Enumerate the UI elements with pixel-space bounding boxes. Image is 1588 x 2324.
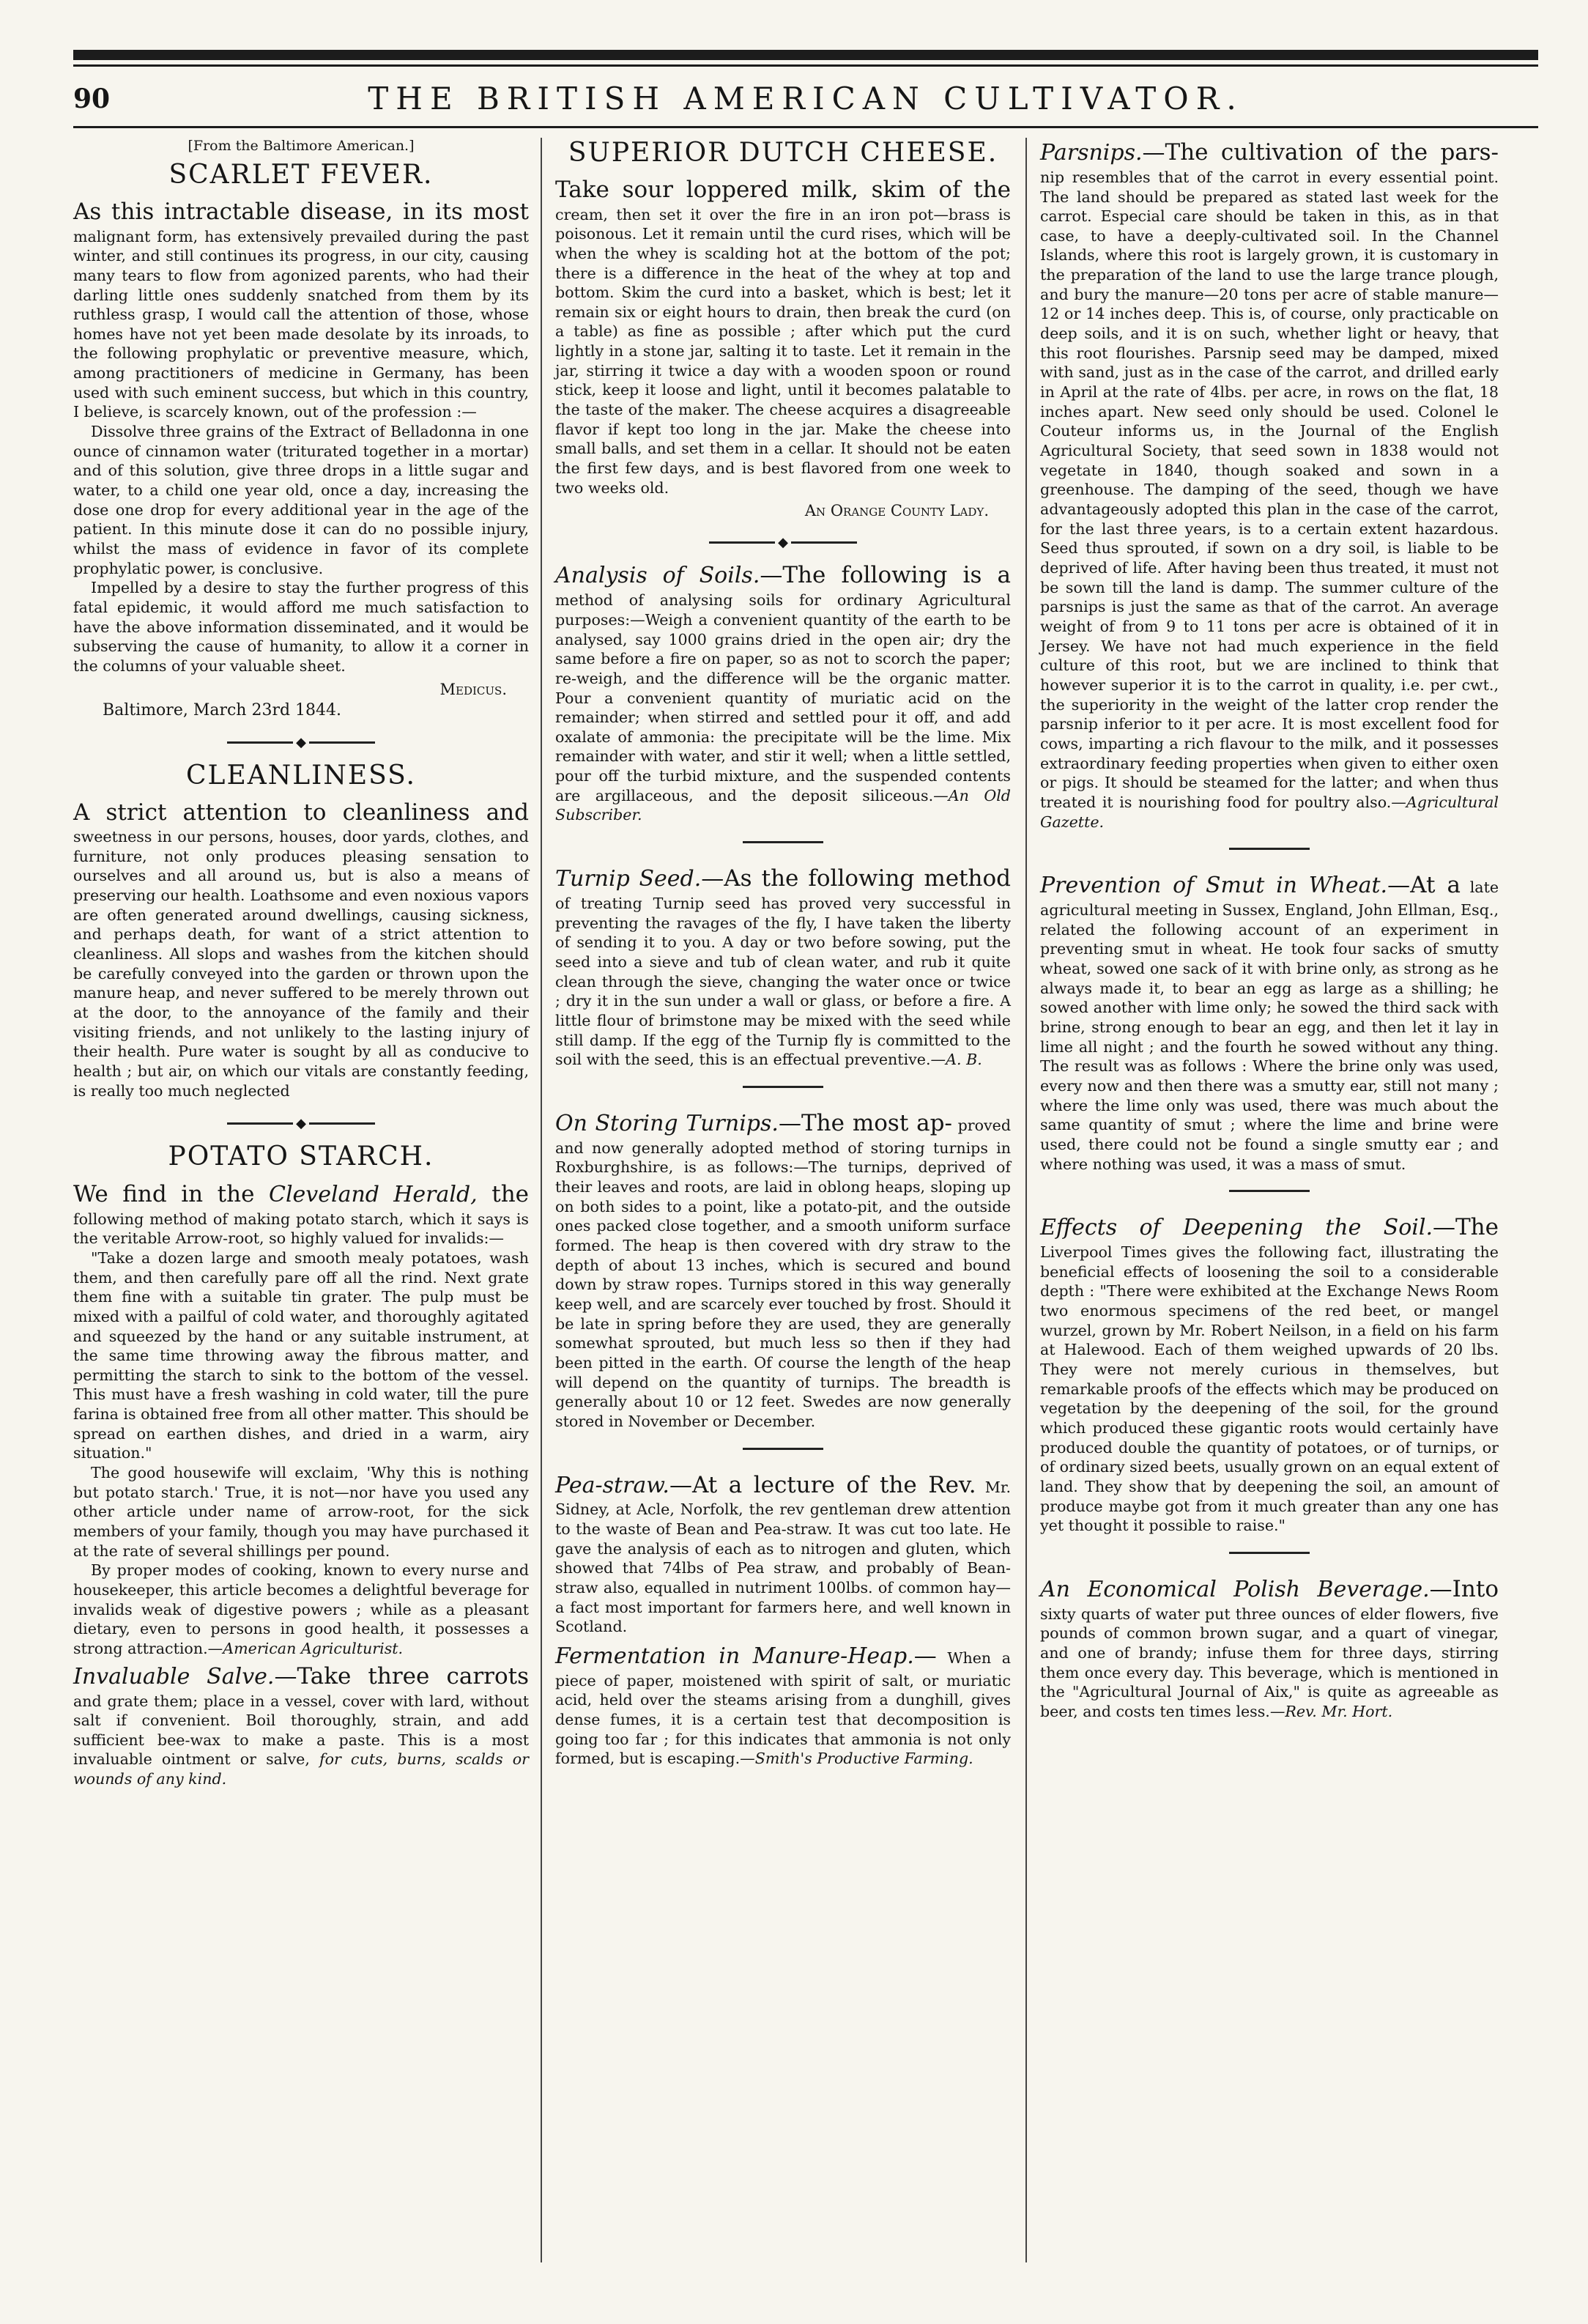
article-heading: Effects of Deepening the Soil.: [1040, 1215, 1433, 1241]
article-paragraph: Impelled by a desire to stay the further progress of this fatal epidemic, it would afford me much satisfaction to have the above information disseminated, and it would be subserving the cause of humanity, to allow it a corner in the columns of your valuable sheet.: [73, 579, 529, 675]
lead-line: —The following is a: [760, 562, 1011, 589]
article-heading: Invaluable Salve.: [73, 1663, 275, 1690]
ornament-divider: ◆: [73, 1114, 529, 1131]
article-heading: Parsnips.: [1040, 140, 1143, 166]
lead-line: —The: [1433, 1214, 1499, 1241]
attribution: —An Old Subscriber.: [555, 786, 1011, 824]
article-paragraph: [555, 175, 1011, 497]
section-divider: [743, 1448, 823, 1450]
paragraph-tail: for cuts, burns, scalds or wounds of any kind.: [73, 1750, 529, 1788]
article-storing-turnips: [555, 1109, 1011, 1432]
column-3: [1040, 138, 1499, 1722]
article-paragraph: [73, 1180, 529, 1248]
running-title: THE BRITISH AMERICAN CULTIVATOR.: [368, 81, 1244, 116]
dateline: Baltimore, March 23rd 1844.: [103, 700, 342, 719]
column-rule-1: [541, 138, 542, 2262]
paragraph-text: method of analysing soils for ordinary Agricultural purposes:—Weigh a convenient quantity of the earth to be analysed, say 1000 grains dried in the open air; dry the same before a fire on paper, so as not to scorch the paper; re-weigh, and the difference will be the organic matter. Pour a convenient quantity of muriatic acid on the remainder; when stirred and settled pour it off, and add oxalate of ammonia: the precipitate will be the lime. Mix remainder with water, and stir it well; when a little settled, pour off the turbid mixture, and the suspended contents are argillaceous, and the deposit siliceous.: [555, 591, 1011, 804]
section-divider: [1229, 1190, 1310, 1192]
lead-line: —As the following method: [701, 865, 1011, 892]
article-paragraph: [555, 560, 1011, 825]
article-paragraph: [73, 1662, 529, 1789]
article-analysis-of-soils: [555, 560, 1011, 825]
attribution: —American Agriculturist.: [207, 1640, 404, 1658]
column-1: [73, 138, 529, 1789]
paragraph-text: malignant form, has extensively prevailed during the past winter, and still continues its progress, in our city, causing many tears to flow from agonized parents, who had their darling little ones suddenly snatched from them by its ruthless grasp, I would call the attention of those, whose homes have not yet been made desolate by its inroads, to the following prophylatic or preventive measure, which, among practitioners of medicine in Germany, has been used with such eminent success, but which in this country, I believe, is scarcely known, out of the profession :—: [73, 227, 529, 421]
article-paragraph: [1040, 870, 1499, 1174]
paragraph-text: and grate them; place in a vessel, cover with lard, without salt if convenient. Boil thoroughly, strain, and add sufficient bee-wax to make a paste. This is a most invaluable ointment or salve,: [73, 1692, 529, 1769]
lead-line: Take sour loppered milk, skim of the: [555, 177, 1011, 204]
article-title: CLEANLINESS.: [186, 760, 416, 791]
paragraph-text: By proper modes of cooking, known to every nurse and housekeeper, this article becomes a delightful beverage for invalids weak of digestive powers ; while as a pleasant dietary, even to persons in good health, it possesses a strong attraction.: [73, 1561, 529, 1658]
paragraph-text: When a piece of paper, moistened with spirit of salt, or muriatic acid, held over the steams arising from a dunghill, gives dense fumes, it is a certain test that decomposition is going too far ; for this indicates that ammonia is not only formed, but is escaping.: [555, 1648, 1012, 1768]
article-paragraph: [555, 864, 1011, 1070]
paragraph-text: sixty quarts of water put three ounces of elder flowers, five pounds of common brown sugar, and a quart of vinegar, and one of brandy; infuse them for three days, stirring them once every day. This beverage, which is mentioned in the "Agricultural Journal of Aix," is quite as agreeable as beer, and costs ten times less.: [1040, 1605, 1499, 1720]
article-paragraph: [73, 1561, 529, 1658]
article-fermentation: [555, 1641, 1011, 1769]
article-turnip-seed: [555, 864, 1011, 1070]
article-parsnips: [1040, 138, 1499, 832]
paragraph-text: sweetness in our persons, houses, door yards, clothes, and furniture, not only produces pleasing sensation to ourselves and all around us, but is also a means of preserving our health. Loathsome and even noxious vapors are often generated around dwellings, causing sickness, and perhaps death, for want of a strict attention to cleanliness. All slops and washes from the kitchen should be carefully conveyed into the garden or thrown upon the manure heap, and never suffered to be merely thrown out at the door, to the annoyance of the family and their visiting friends, and not unlikely to the lasting injury of their health. Pure water is sought by all as conducive to health ; but air, on which our vitals are constantly feeding, is really too much neglected: [73, 828, 529, 1100]
article-title: POTATO STARCH.: [168, 1141, 434, 1172]
attribution: —Rev. Mr. Hort.: [1269, 1703, 1393, 1720]
article-title: SCARLET FEVER.: [168, 160, 434, 190]
article-heading: An Economical Polish Beverage.: [1040, 1576, 1430, 1602]
paragraph-text: late agricultural meeting in Sussex, England, John Ellman, Esq., related the following account of an experiment in preventing smut in wheat. He took four sacks of smutty wheat, sowed one sack of it with brine only, as strong as he always made it, to bear an egg as large as a shilling; he sowed another with lime only; he sowed the third sack with brine, strong enough to bear an egg, and then let it lay in lime all night ; and the fourth he sowed without any thing. The result was as follows : Where the brine only was used, every now and then there was a smutty ear, still not many ; where the lime only was used, there was much about the same quantity of smut ; where the lime and brine were used, there could not be found a single smutty ear ; and where nothing was used, it was a mass of smut.: [1040, 878, 1499, 1173]
article-paragraph: Dissolve three grains of the Extract of Belladonna in one ounce of cinnamon water (triturated together in a mortar) and of this solution, give three drops in a little sugar and water, to a child one year old, once a day, increasing the dose one drop for every additional year in the age of the patient. In this minute dose it can do no possible injury, whilst the mass of evidence in favor of its complete prophylatic power, is conclusive.: [73, 423, 529, 577]
lead-line: —Take three carrots: [274, 1662, 529, 1690]
article-scarlet-fever: [73, 138, 529, 719]
section-divider: [1229, 848, 1310, 850]
paragraph-text: Mr. Sidney, at Acle, Norfolk, the rev gentleman drew attention to the waste of Bean and Pea-straw. It was cut too late. He gave the analysis of each as to nitrogen and gluten, which showed that 74lbs of Pea straw, and probably of Bean-straw also, equalled in nutriment 100lbs. of common hay—a fact most important for farmers here, and well known in Scotland.: [555, 1478, 1011, 1636]
article-paragraph: The good housewife will exclaim, 'Why this is nothing but potato starch.' True, it is not—nor have you used any other article under name of arrow-root, for the sick members of your family, though you may have purchased it at the rate of several shillings per pound.: [73, 1464, 529, 1560]
attribution: —Agricultural Gazette.: [1040, 793, 1499, 831]
paragraph-text: following method of making potato starch, which it says is the veritable Arrow-root, so highly valued for invalids:—: [73, 1210, 529, 1248]
article-pea-straw: [555, 1470, 1011, 1637]
masthead: [73, 79, 1538, 123]
lead-line: We find in the: [73, 1180, 269, 1207]
lead-line-end: the: [477, 1180, 530, 1207]
attribution: —A. B.: [930, 1051, 982, 1069]
column-2: [555, 138, 1011, 1769]
article-paragraph: [1040, 1574, 1499, 1722]
section-divider: [743, 1086, 823, 1088]
top-thick-rule: [73, 50, 1538, 60]
article-paragraph: [555, 1109, 1011, 1432]
article-source: [From the Baltimore American.]: [188, 138, 415, 154]
article-cleanliness: [73, 761, 529, 1101]
top-thin-rule: [73, 64, 1538, 67]
article-invaluable-salve: [73, 1662, 529, 1789]
article-heading: Analysis of Soils.: [555, 563, 760, 589]
masthead-rule: [73, 126, 1538, 128]
lead-line: —: [913, 1642, 937, 1669]
article-paragraph: [1040, 1213, 1499, 1536]
article-paragraph: [73, 197, 529, 422]
article-paragraph: [73, 798, 529, 1100]
article-heading: Prevention of Smut in Wheat.: [1040, 873, 1388, 899]
signature: Medicus.: [439, 680, 507, 698]
article-dutch-cheese: [555, 138, 1011, 519]
article-potato-starch: [73, 1141, 529, 1658]
article-deepening-soil: [1040, 1213, 1499, 1536]
paragraph-text: proved and now generally adopted method of storing turnips in Roxburghshire, is as follows:—The turnips, deprived of their leaves and roots, are laid in oblong heaps, sloping up on both sides to a point, like a potato-pit, and the outside ones packed close together, and a smooth uniform surface formed. The heap is then covered with dry straw to the depth of about 13 inches, which is secured and bound down by straw ropes. Turnips stored in this way generally keep well, and are scarcely ever touched by frost. Should it be late in spring before they are used, they are generally somewhat sprouted, but much less so then if they had been pitted in the earth. Of course the length of the heap will depend on the quantity of turnips. The breadth is generally about 10 or 12 feet. Swedes are now generally stored in November or December.: [555, 1116, 1012, 1430]
article-paragraph: [555, 1470, 1011, 1637]
section-divider: [743, 841, 823, 843]
column-rule-2: [1025, 138, 1027, 2262]
paragraph-text: nip resembles that of the carrot in every essential point. The land should be prepared as stated last week for the carrot. Especial care should be taken in this, as in that case, to have a deeply-cultivated soil. In the Channel Islands, where this root is largely grown, it is customary in the preparation of the land to use the large trance plough, and bury the manure—20 tons per acre of stable manure—12 or 14 inches deep. This is, of course, only practicable on deep soils, and it is on such, whether light or heavy, that this root flourishes. Parsnip seed may be damped, mixed with sand, just as in the case of the carrot, and drilled early in April at the rate of 4lbs. per acre, in rows on the flat, 18 inches apart. New seed only should be used. Colonel le Couteur informs us, in the Journal of the English Agricultural Society, that seed sown in 1838 would not vegetate in 1840, though soaked and sown in a greenhouse. The damping of the seed, though we have advantageously adopted this plan in the case of the carrot, for the last three years, is to a certain extent hazardous. Seed thus sprouted, if sown on a dry soil, is liable to be deprived of life. After having been thus treated, it must not be sown till the land is damp. The summer culture of the parsnips is just the same as that of the carrot. An average weight of from 9 to 11 tons per acre is obtained of it in Jersey. We have not had much experience in the field culture of this root, but we are inclined to think that however superior it is to the carrot in quality, i.e. per cwt., the superiority in the weight of the latter crop render the parsnip inferior to it per acre. It is most excellent food for cows, imparting a rich flavour to the milk, and it possesses extraordinary feeding properties when given to either oxen or pigs. It should be steamed for the latter; and when thus treated it is nourishing food for poultry also.: [1040, 168, 1499, 811]
lead-italic: Cleveland Herald,: [268, 1181, 478, 1207]
article-paragraph: [1040, 138, 1499, 832]
lead-line: —Into: [1429, 1575, 1499, 1602]
lead-line: —At a: [1387, 872, 1461, 899]
paragraph-text: of treating Turnip seed has proved very successful in preventing the ravages of the fly, I have taken the liberty of sending it to you. A day or two before sowing, put the seed into a sieve and tub of clean water, and rub it quite clean through the sieve, changing the water once or twice ; dry it in the sun under a wall or glass, or before a fire. A little flour of brimstone may be mixed with the seed while still damp. If the egg of the Turnip fly is committed to the soil with the seed, this is an effectual preventive.: [555, 894, 1011, 1069]
article-smut-in-wheat: [1040, 870, 1499, 1174]
paragraph-text: cream, then set it over the fire in an iron pot—brass is poisonous. Let it remain until the curd rises, which will be when the whey is scalding hot at the bottom of the pot; there is a difference in the heat of the whey at top and bottom. Skim the curd into a basket, which is best; let it remain six or eight hours to drain, then break the curd (on a table) as fine as possible ; after which put the curd lightly in a stone jar, salting it to taste. Let it remain in the jar, stirring it twice a day with a wooden spoon or round stick, keep it loose and light, until it becomes palatable to the taste of the maker. The cheese acquires a disagreeable flavor if kept too long in the jar. Make the cheese into small balls, and set them in a cellar. It should not be eaten the first few days, and is best flavored from one week to two weeks old.: [555, 205, 1011, 497]
article-polish-beverage: [1040, 1574, 1499, 1722]
article-heading: Pea-straw.: [555, 1472, 669, 1498]
paragraph-text: Liverpool Times gives the following fact, illustrating the beneficial effects of loosening the soil to a considerable depth : "There were exhibited at the Exchange News Room two enormous specimens of the red beet, or mangel wurzel, grown by Mr. Robert Neilson, in a field on his farm at Halewood. Each of them weighed upwards of 20 lbs. They were not merely curious in themselves, but remarkable proofs of the effects which may be produced on vegetation by the deepening of the soil, for the ground which produced these gigantic roots would certainly have produced double the quantity of potatoes, or of turnips, or of ordinary sized beets, usually grown on an equal extent of land. They show that by deepening the soil, an amount of produce maybe got from it much greater than any one has yet thought it possible to raise.": [1040, 1243, 1499, 1535]
lead-line: —At a lecture of the Rev.: [669, 1471, 976, 1498]
page-number: 90: [73, 84, 111, 114]
article-heading: Fermentation in Manure-Heap.: [555, 1643, 914, 1669]
lead-line: —The cultivation of the pars-: [1142, 139, 1499, 166]
article-paragraph: [555, 1641, 1011, 1769]
section-divider: [1229, 1552, 1310, 1554]
lead-line: —The most ap-: [778, 1109, 952, 1136]
article-heading: Turnip Seed.: [555, 866, 702, 892]
lead-line: As this intractable disease, in its most: [73, 199, 529, 226]
article-title: SUPERIOR DUTCH CHEESE.: [568, 138, 998, 168]
ornament-divider: ◆: [73, 733, 529, 750]
signature: An Orange County Lady.: [804, 502, 989, 520]
ornament-divider: ◆: [555, 533, 1011, 550]
attribution: —Smith's Productive Farming.: [740, 1750, 973, 1768]
quoted-recipe: "Take a dozen large and smooth mealy potatoes, wash them, and then carefully pare off all the rind. Next grate them fine with a suitable tin grater. The pulp must be mixed with a pailful of cold water, and thoroughly agitated and squeezed by the hand or any suitable instrument, at the same time throwing away the fibrous matter, and permitting the starch to sink to the bottom of the vessel. This must have a fresh washing in cold water, till the pure farina is obtained free from all other matter. This should be spread on earthen dishes, and dried in a warm, airy situation.": [73, 1248, 529, 1462]
article-heading: On Storing Turnips.: [555, 1110, 779, 1136]
lead-line: A strict attention to cleanliness and: [73, 799, 529, 826]
